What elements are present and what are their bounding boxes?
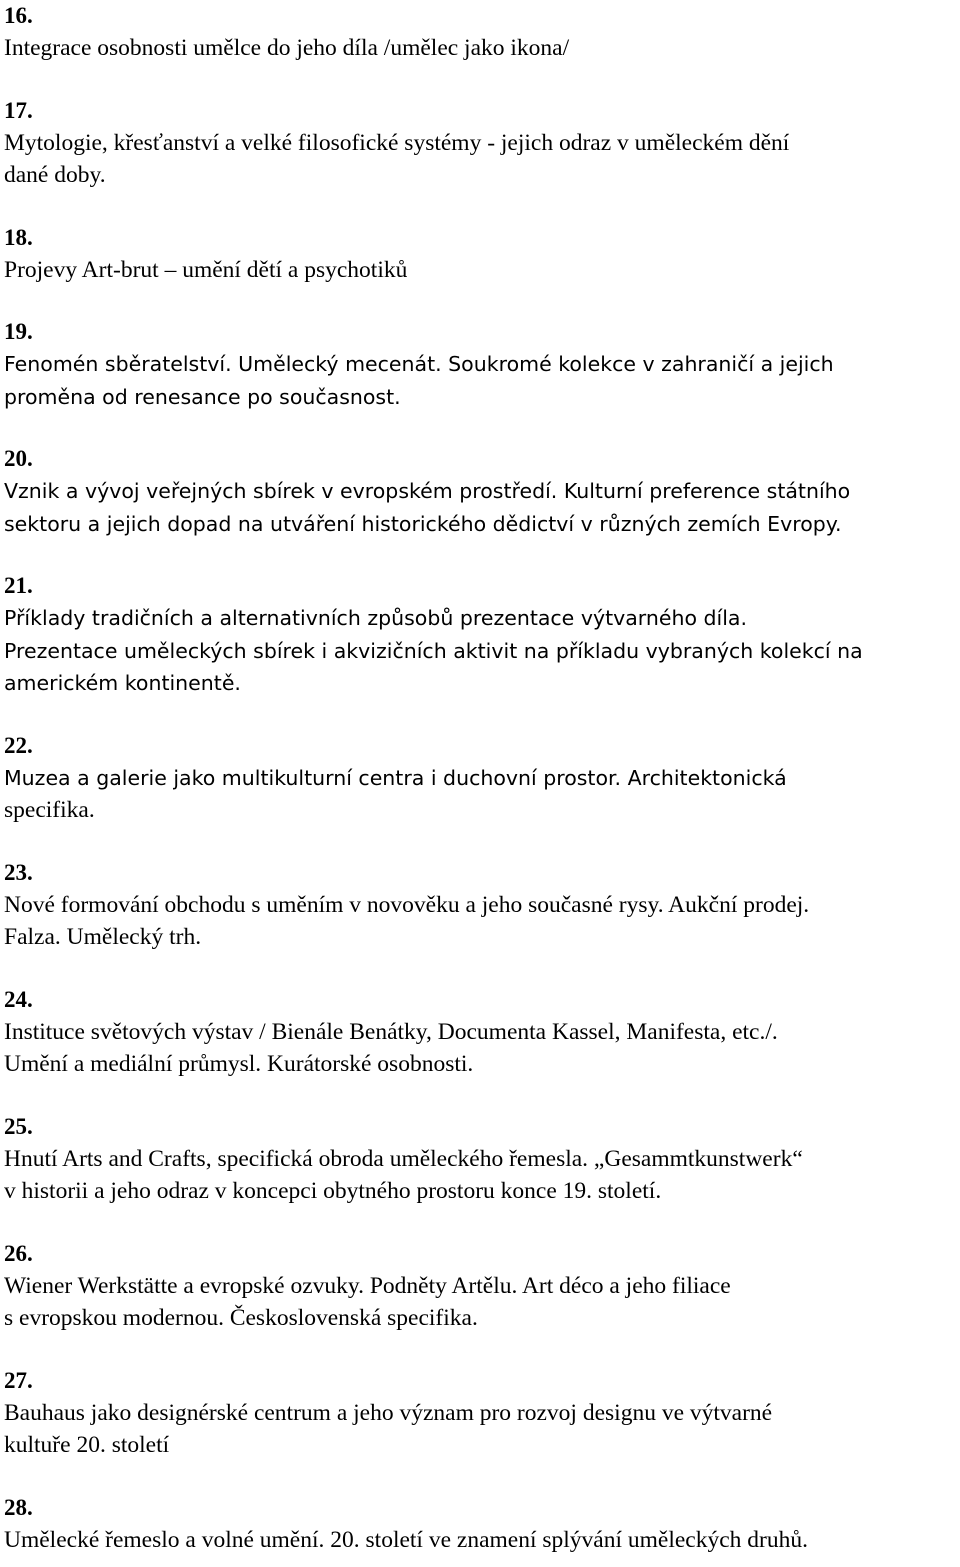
item-spacer [4, 1208, 956, 1238]
topic-text-line: v historii a jeho odraz v koncepci obytného prostoru konce 19. století. [4, 1178, 662, 1204]
topic-text [4, 1397, 956, 1462]
topic-item [4, 443, 956, 540]
topic-text-line: s evropskou modernou. Československá specifika. [4, 1305, 478, 1331]
item-spacer [4, 827, 956, 857]
topic-text [4, 127, 956, 192]
item-spacer [4, 413, 956, 443]
topic-text-line: Prezentace uměleckých sbírek i akvizičních aktivit na příkladu vybraných kolekcí na [4, 638, 863, 663]
topic-text-line: sektoru a jejich dopad na utváření historického dědictví v různých zemích Evropy. [4, 511, 842, 536]
item-spacer [4, 700, 956, 730]
topic-text [4, 32, 956, 65]
topic-text [4, 254, 956, 287]
topic-text [4, 475, 956, 540]
topic-item [4, 570, 956, 700]
topic-item [4, 1492, 956, 1557]
topic-text [4, 602, 956, 700]
topic-text-line: Fenomén sběratelství. Umělecký mecenát. Soukromé kolekce v zahraničí a jejich [4, 352, 834, 376]
item-spacer [4, 954, 956, 984]
item-spacer [4, 1462, 956, 1492]
topic-list [4, 0, 956, 1556]
item-spacer [4, 540, 956, 570]
topic-text [4, 1016, 956, 1081]
topic-text-line: americkém kontinentě. [4, 671, 241, 695]
document-page [4, 0, 956, 1556]
topic-text-line: Mytologie, křesťanství a velké filosofické systémy - jejich odraz v uměleckém dění [4, 129, 790, 156]
topic-text-line: Vznik a vývoj veřejných sbírek v evropském prostředí. Kulturní preference státního [4, 479, 851, 503]
topic-text-line: Integrace osobnosti umělce do jeho díla /umělec jako ikona/ [4, 35, 570, 61]
topic-text-line: Umělecké řemeslo a volné umění. 20. století ve znamení splývání uměleckých druhů. [4, 1526, 808, 1553]
topic-number: 21. [4, 573, 33, 598]
topic-item [4, 857, 956, 954]
topic-text [4, 762, 956, 827]
item-spacer [4, 192, 956, 222]
topic-text [4, 1270, 956, 1335]
topic-text-line: kultuře 20. století [4, 1432, 170, 1458]
topic-text-line: Hnutí Arts and Crafts, specifická obroda uměleckého řemesla. „Gesammtkunstwerk“ [4, 1145, 803, 1172]
topic-item [4, 0, 956, 65]
topic-text-line: Umění a mediální průmysl. Kurátorské osobnosti. [4, 1051, 474, 1077]
topic-text-line: Bauhaus jako designérské centrum a jeho význam pro rozvoj designu ve výtvarné [4, 1399, 773, 1426]
topic-number: 22. [4, 732, 33, 758]
topic-item [4, 316, 956, 413]
topic-number: 24. [4, 986, 33, 1012]
topic-text-line: specifika. [4, 797, 95, 823]
topic-text-line: proměna od renesance po současnost. [4, 384, 401, 409]
topic-number: 25. [4, 1113, 33, 1139]
topic-text-line: Falza. Umělecký trh. [4, 924, 202, 950]
topic-text [4, 889, 956, 954]
topic-number: 28. [4, 1494, 33, 1520]
item-spacer [4, 1335, 956, 1365]
topic-text-line: Projevy Art-brut – umění dětí a psychotiků [4, 256, 408, 283]
item-spacer [4, 65, 956, 95]
topic-text [4, 348, 956, 413]
topic-item [4, 222, 956, 287]
topic-text-line: Nové formování obchodu s uměním v novověku a jeho současné rysy. Aukční prodej. [4, 891, 810, 918]
topic-item [4, 730, 956, 827]
topic-number: 20. [4, 446, 33, 471]
topic-number: 16. [4, 3, 33, 28]
topic-number: 26. [4, 1240, 33, 1266]
topic-text-line: dané doby. [4, 162, 106, 188]
topic-number: 19. [4, 319, 33, 344]
topic-item [4, 95, 956, 192]
topic-number: 17. [4, 97, 33, 123]
topic-item [4, 1238, 956, 1335]
topic-text-line: Muzea a galerie jako multikulturní centra i duchovní prostor. Architektonická [4, 765, 787, 790]
topic-text [4, 1143, 956, 1208]
topic-text-line: Instituce světových výstav / Bienále Benátky, Documenta Kassel, Manifesta, etc./. [4, 1018, 778, 1045]
topic-number: 23. [4, 859, 33, 885]
topic-text-line: Příklady tradičních a alternativních způsobů prezentace výtvarného díla. [4, 606, 748, 630]
item-spacer [4, 286, 956, 316]
item-spacer [4, 1081, 956, 1111]
topic-text-line: Wiener Werkstätte a evropské ozvuky. Podněty Artělu. Art déco a jeho filiace [4, 1272, 731, 1299]
topic-item [4, 1111, 956, 1208]
topic-item [4, 1365, 956, 1462]
topic-item [4, 984, 956, 1081]
topic-text [4, 1524, 956, 1557]
topic-number: 27. [4, 1367, 33, 1393]
topic-number: 18. [4, 224, 33, 250]
